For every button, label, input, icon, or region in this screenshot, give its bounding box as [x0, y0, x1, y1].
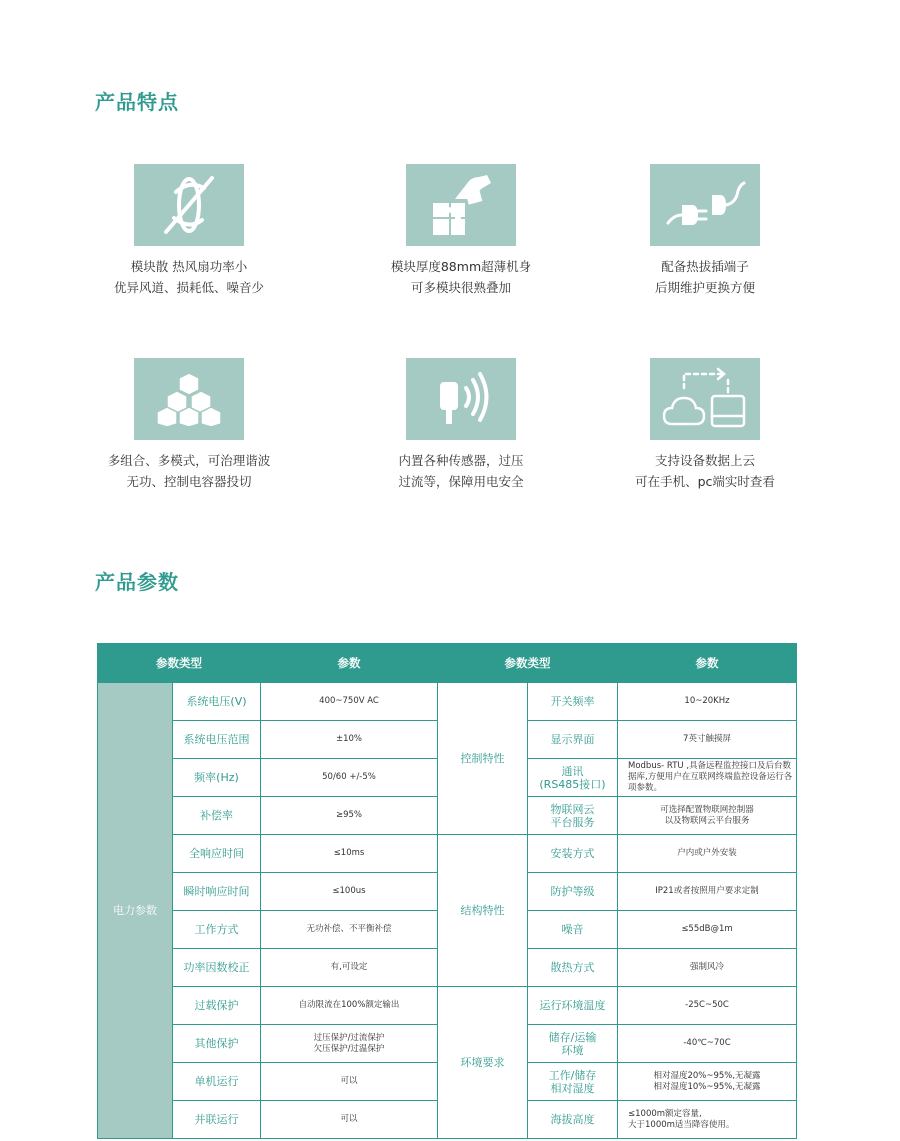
param-name	[528, 1025, 618, 1063]
param-value-line: 大于1000m适当降容使用。	[628, 1119, 735, 1130]
param-value-line: 相对湿度20%~95%,无凝露	[653, 1070, 761, 1081]
param-name: 工作方式	[173, 911, 261, 949]
feature-line: 模块散 热风扇功率小	[130, 259, 248, 274]
params-table	[97, 643, 797, 1139]
feature-line: 无功、控制电容器投切	[126, 474, 252, 489]
feature-line: 可在手机、pc端实时查看	[635, 474, 775, 489]
category-cell: 环境要求	[438, 987, 528, 1139]
param-name: 全响应时间	[173, 835, 261, 873]
feature-line: 可多模块很熟叠加	[410, 280, 511, 295]
param-name: 安装方式	[528, 835, 618, 873]
param-value	[261, 1025, 438, 1063]
param-name: 瞬时响应时间	[173, 873, 261, 911]
feature-thin	[331, 164, 591, 298]
param-name-line: 通讯	[561, 764, 584, 778]
plug-icon	[650, 164, 760, 246]
feature-line: 内置各种传感器，过压	[398, 453, 524, 468]
param-name: 补偿率	[173, 797, 261, 835]
category-cell: 电力参数	[98, 683, 173, 1139]
param-name: 显示界面	[528, 721, 618, 759]
param-value-line: 以及物联网云平台服务	[664, 815, 750, 826]
param-value-line: 相对湿度10%~95%,无凝露	[653, 1081, 761, 1092]
param-name	[528, 1063, 618, 1101]
param-value: -25C~50C	[618, 987, 797, 1025]
param-value: 7英寸触摸屏	[618, 721, 797, 759]
param-value: 户内或户外安装	[618, 835, 797, 873]
param-name	[528, 759, 618, 797]
param-value	[618, 1063, 797, 1101]
feature-line: 支持设备数据上云	[654, 453, 755, 468]
param-value: 无功补偿、不平衡补偿	[261, 911, 438, 949]
param-name: 开关频率	[528, 683, 618, 721]
param-value: 可以	[261, 1063, 438, 1101]
param-value	[618, 1101, 797, 1139]
feature-fan	[59, 164, 319, 298]
param-value: ≤55dB@1m	[618, 911, 797, 949]
param-value	[618, 797, 797, 835]
param-name: 其他保护	[173, 1025, 261, 1063]
param-name: 功率因数校正	[173, 949, 261, 987]
param-name-line: 储存/运输	[548, 1030, 597, 1044]
fan-off-icon	[134, 164, 244, 246]
param-name: 过载保护	[173, 987, 261, 1025]
param-value: Modbus- RTU ,具备远程监控接口及后台数据库,方便用户在互联网终端监控设备运行各项参数。	[618, 759, 797, 797]
category-cell: 结构特性	[438, 835, 528, 987]
param-value-line: ≤1000m额定容量,	[628, 1108, 702, 1119]
param-value: 强制风冷	[618, 949, 797, 987]
feature-plug	[575, 164, 835, 298]
param-name-line: 相对湿度	[550, 1081, 595, 1095]
cloud-sync-icon	[650, 358, 760, 440]
table-header-row	[98, 644, 797, 683]
param-value-line: 可选择配置物联网控制器	[660, 804, 754, 815]
feature-line: 模块厚度88mm超薄机身	[390, 259, 532, 274]
table-header: 参数	[261, 644, 438, 683]
param-name: 系统电压范围	[173, 721, 261, 759]
param-value-line: 欠压保护/过温保护	[313, 1043, 385, 1054]
table-header: 参数类型	[438, 644, 618, 683]
param-name-line: 工作/储存	[548, 1068, 597, 1082]
feature-line: 配备热拔插端子	[661, 259, 749, 274]
param-name-line: (RS485接口)	[539, 777, 606, 791]
feature-sensor	[331, 358, 591, 492]
feature-line: 优异风道、损耗低、噪音少	[113, 280, 264, 295]
table-row	[98, 835, 797, 873]
param-value-line: 过压保护/过流保护	[313, 1032, 385, 1043]
param-value: 400~750V AC	[261, 683, 438, 721]
table-header: 参数	[618, 644, 797, 683]
param-value: -40℃~70C	[618, 1025, 797, 1063]
feature-cloud	[575, 358, 835, 492]
param-name: 海拔高度	[528, 1101, 618, 1139]
feature-line: 后期维护更换方便	[654, 280, 755, 295]
param-name-line: 环境	[561, 1043, 584, 1057]
param-name: 单机运行	[173, 1063, 261, 1101]
table-header: 参数类型	[98, 644, 261, 683]
param-value: 可以	[261, 1101, 438, 1139]
param-value: IP21或者按照用户要求定制	[618, 873, 797, 911]
params-title: 产品参数	[95, 570, 179, 594]
features-title: 产品特点	[95, 90, 179, 114]
param-name-line: 物联网云	[550, 802, 595, 816]
param-name: 运行环境温度	[528, 987, 618, 1025]
table-row	[98, 987, 797, 1025]
category-cell: 控制特性	[438, 683, 528, 835]
param-name: 防护等级	[528, 873, 618, 911]
table-row	[98, 683, 797, 721]
param-value: ≤10ms	[261, 835, 438, 873]
param-value: 10~20KHz	[618, 683, 797, 721]
param-value: 50/60 +/-5%	[261, 759, 438, 797]
param-value: ±10%	[261, 721, 438, 759]
cubes-icon	[134, 358, 244, 440]
param-name: 并联运行	[173, 1101, 261, 1139]
param-value: ≤100us	[261, 873, 438, 911]
puzzle-hand-icon	[406, 164, 516, 246]
feature-line: 过流等，保障用电安全	[398, 474, 524, 489]
param-name: 系统电压(V)	[173, 683, 261, 721]
param-name-line: 平台服务	[550, 815, 595, 829]
param-value: 有,可设定	[261, 949, 438, 987]
param-name: 散热方式	[528, 949, 618, 987]
param-name: 频率(Hz)	[173, 759, 261, 797]
param-value: 自动限流在100%额定输出	[261, 987, 438, 1025]
sensor-wave-icon	[406, 358, 516, 440]
feature-line: 多组合、多模式，可治理谐波	[107, 453, 271, 468]
param-name	[528, 797, 618, 835]
feature-modes	[59, 358, 319, 492]
param-value: ≥95%	[261, 797, 438, 835]
param-name: 噪音	[528, 911, 618, 949]
